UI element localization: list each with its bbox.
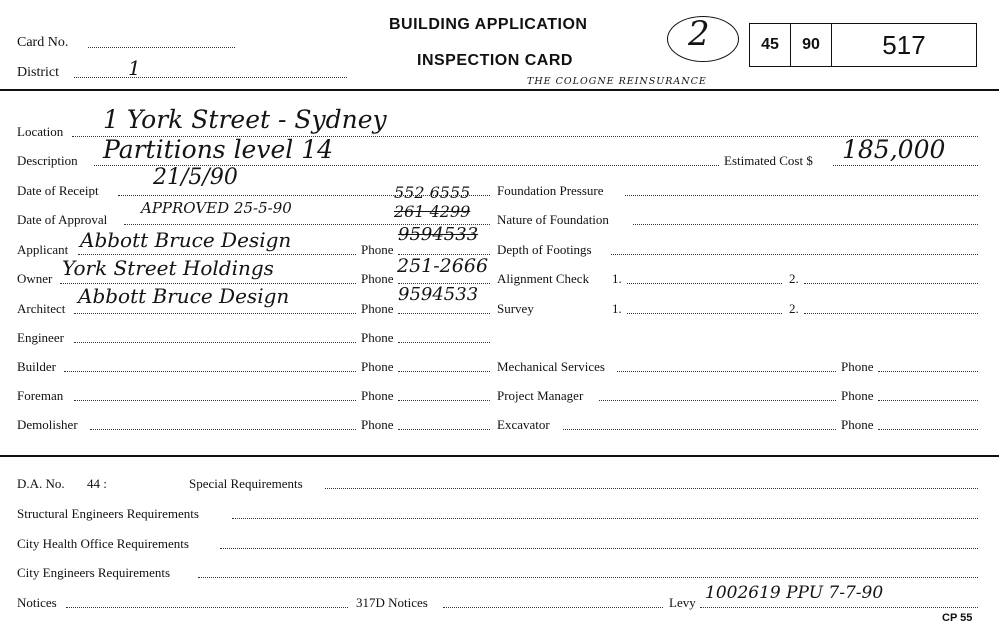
- foreman-line: [74, 400, 356, 401]
- applicant-label: Applicant: [17, 242, 69, 257]
- nature-of-foundation-label: Nature of Foundation: [497, 212, 609, 227]
- title-building-application: BUILDING APPLICATION: [389, 16, 588, 33]
- date-of-approval-label: Date of Approval: [17, 212, 108, 227]
- survey-2-label: 2.: [789, 301, 799, 316]
- project-manager-line: [599, 400, 836, 401]
- description-value: Partitions level 14: [103, 135, 334, 164]
- excavator-phone-line: [878, 429, 978, 430]
- engineer-line: [74, 342, 356, 343]
- owner-phone-label: Phone: [361, 271, 394, 286]
- engineer-phone-label: Phone: [361, 330, 394, 345]
- card-no-line: [88, 47, 235, 48]
- estimated-cost-label: Estimated Cost $: [724, 153, 813, 168]
- card-number-box: 517: [831, 23, 977, 67]
- company-note: THE COLOGNE REINSURANCE: [527, 76, 707, 87]
- applicant-phone-new: 552 6555: [394, 183, 471, 202]
- architect-phone-value: 9594533: [398, 284, 479, 305]
- depth-of-footings-line: [611, 254, 978, 255]
- card-no-label: Card No.: [17, 35, 69, 50]
- demolisher-label: Demolisher: [17, 417, 78, 432]
- foreman-label: Foreman: [17, 388, 64, 403]
- owner-label: Owner: [17, 271, 53, 286]
- date-of-approval-value: APPROVED 25-5-90: [141, 199, 292, 217]
- circled-number: 2: [688, 14, 710, 54]
- code-box-b: 90: [790, 23, 832, 67]
- structural-requirements-line: [232, 518, 978, 519]
- demolisher-phone-label: Phone: [361, 417, 394, 432]
- excavator-line: [563, 429, 836, 430]
- district-label: District: [17, 65, 59, 80]
- nature-of-foundation-line: [633, 224, 978, 225]
- foundation-pressure-line: [625, 195, 978, 196]
- alignment-check-2-line: [804, 283, 978, 284]
- alignment-check-1-line: [627, 283, 782, 284]
- location-label: Location: [17, 124, 64, 139]
- foundation-pressure-label: Foundation Pressure: [497, 183, 604, 198]
- engineer-label: Engineer: [17, 330, 64, 345]
- survey-label: Survey: [497, 301, 534, 316]
- location-value: 1 York Street - Sydney: [103, 105, 387, 134]
- foreman-phone-line: [398, 400, 490, 401]
- applicant-phone-label: Phone: [361, 242, 394, 257]
- structural-requirements-label: Structural Engineers Requirements: [17, 506, 199, 521]
- survey-2-line: [804, 313, 978, 314]
- builder-phone-line: [398, 371, 490, 372]
- architect-phone-label: Phone: [361, 301, 394, 316]
- applicant-phone-old-2: 9594533: [398, 224, 479, 245]
- applicant-line: [78, 254, 356, 255]
- owner-phone-value: 251-2666: [397, 255, 489, 277]
- city-engineers-requirements-line: [198, 577, 978, 578]
- alignment-check-1-label: 1.: [612, 271, 622, 286]
- health-requirements-label: City Health Office Requirements: [17, 536, 189, 551]
- architect-line: [74, 313, 356, 314]
- form-code: CP 55: [942, 612, 973, 624]
- special-requirements-label: Special Requirements: [189, 476, 303, 491]
- project-manager-label: Project Manager: [497, 388, 584, 403]
- alignment-check-2-label: 2.: [789, 271, 799, 286]
- special-requirements-line: [325, 488, 978, 489]
- engineer-phone-line: [398, 342, 490, 343]
- title-inspection-card: INSPECTION CARD: [417, 52, 573, 69]
- architect-phone-line: [398, 313, 490, 314]
- applicant-value: Abbott Bruce Design: [80, 228, 292, 252]
- top-rule: [0, 89, 999, 91]
- depth-of-footings-label: Depth of Footings: [497, 242, 592, 257]
- district-value: 1: [128, 56, 141, 80]
- foreman-phone-label: Phone: [361, 388, 394, 403]
- health-requirements-line: [220, 548, 978, 549]
- description-label: Description: [17, 153, 78, 168]
- levy-label: Levy: [669, 595, 696, 610]
- mechanical-phone-line: [878, 371, 978, 372]
- estimated-cost-value: 185,000: [842, 135, 946, 164]
- applicant-phone-old-1: 261 4299: [394, 202, 471, 221]
- builder-phone-label: Phone: [361, 359, 394, 374]
- mechanical-services-line: [617, 371, 836, 372]
- demolisher-line: [90, 429, 356, 430]
- district-line: [74, 77, 347, 78]
- demolisher-phone-line: [398, 429, 490, 430]
- survey-1-line: [627, 313, 782, 314]
- levy-value: 1002619 PPU 7-7-90: [705, 583, 884, 603]
- date-of-receipt-label: Date of Receipt: [17, 183, 99, 198]
- da-no-value: 44 :: [87, 476, 107, 491]
- excavator-label: Excavator: [497, 417, 550, 432]
- mechanical-phone-label: Phone: [841, 359, 874, 374]
- owner-value: York Street Holdings: [62, 256, 274, 280]
- project-manager-phone-label: Phone: [841, 388, 874, 403]
- code-box-a: 45: [749, 23, 791, 67]
- alignment-check-label: Alignment Check: [497, 271, 590, 286]
- survey-1-label: 1.: [612, 301, 622, 316]
- notices-317d-label: 317D Notices: [356, 595, 428, 610]
- estimated-cost-line: [833, 165, 978, 166]
- architect-value: Abbott Bruce Design: [78, 284, 290, 308]
- excavator-phone-label: Phone: [841, 417, 874, 432]
- notices-line: [66, 607, 348, 608]
- project-manager-phone-line: [878, 400, 978, 401]
- date-of-receipt-value: 21/5/90: [153, 165, 238, 190]
- notices-317d-line: [443, 607, 663, 608]
- notices-label: Notices: [17, 595, 57, 610]
- architect-label: Architect: [17, 301, 66, 316]
- levy-line: [700, 607, 978, 608]
- builder-line: [64, 371, 356, 372]
- mechanical-services-label: Mechanical Services: [497, 359, 605, 374]
- city-engineers-requirements-label: City Engineers Requirements: [17, 565, 171, 580]
- middle-rule: [0, 455, 999, 457]
- builder-label: Builder: [17, 359, 56, 374]
- da-no-label: D.A. No.: [17, 476, 65, 491]
